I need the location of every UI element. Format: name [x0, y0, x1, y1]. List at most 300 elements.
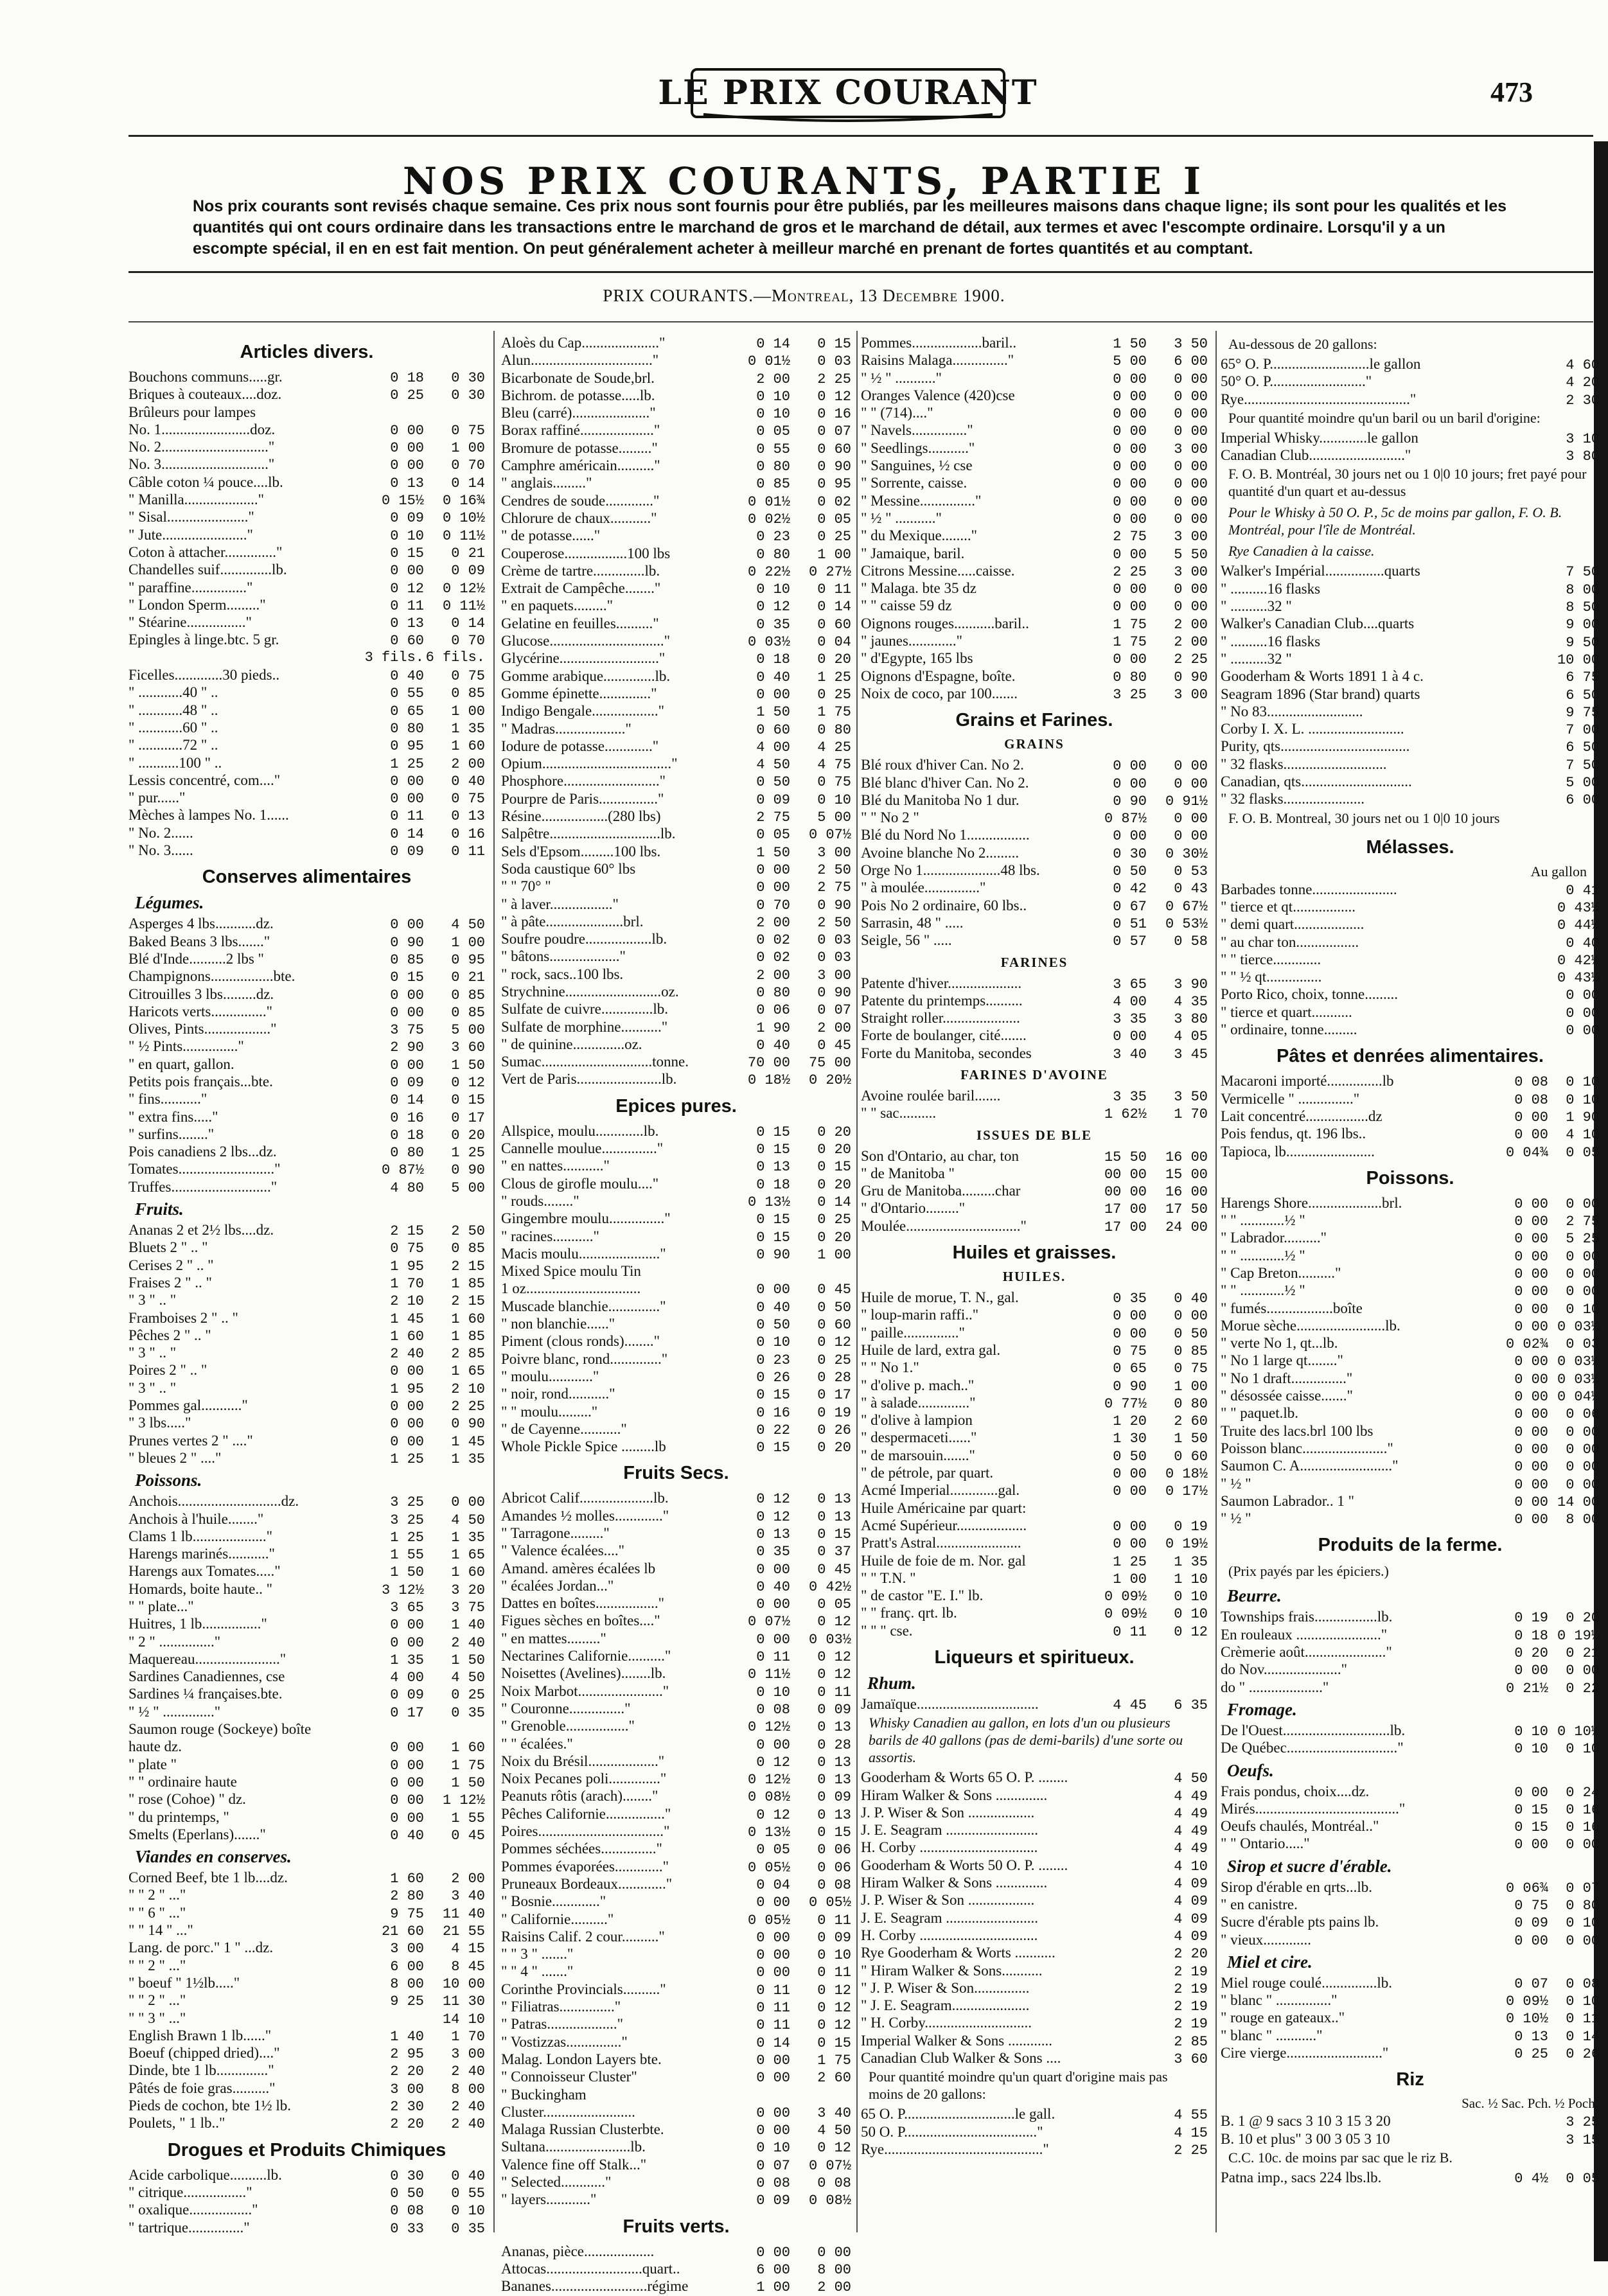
price-low: 1 00 — [1113, 1571, 1147, 1587]
price-row — [1221, 1370, 1600, 1387]
price-low: 0 40 — [756, 1037, 790, 1054]
item-label: Lessis concentré, com...." — [128, 772, 281, 788]
price-high: 0 12 — [817, 1334, 851, 1351]
price-low: 0 00 — [390, 1740, 424, 1756]
price-high: 0 06 — [817, 1842, 851, 1859]
price-row — [128, 1239, 485, 1256]
item-label: Harengs marinés..........." — [128, 1546, 275, 1562]
price-high: 0 80 — [817, 721, 851, 738]
price-high: 3 00 — [1174, 563, 1208, 580]
item-label: " boeuf " 1½lb....." — [128, 1974, 240, 1991]
item-label: " en canistre. — [1221, 1896, 1298, 1912]
price-low: 9 75 — [390, 1905, 424, 1922]
price-row — [861, 545, 1208, 562]
item-label: " Californie.........." — [501, 1911, 614, 1927]
item-label: Soufre poudre..................lb. — [501, 931, 667, 948]
price-row — [501, 966, 851, 983]
price-high: 0 03½ — [1557, 1318, 1600, 1335]
price-low: 0 00 — [1514, 1318, 1548, 1335]
item-label: Allspice, moulu.............lb. — [501, 1122, 659, 1139]
price-low: 0 10 — [756, 2140, 790, 2157]
price-high: 0 11 — [1566, 2011, 1600, 2027]
price-row — [861, 509, 1208, 527]
price-low: 0 03½ — [747, 634, 790, 651]
price-high: 0 20 — [817, 651, 851, 668]
price-high: 0 17½ — [1165, 1483, 1208, 1500]
price-row — [128, 1090, 485, 1108]
price-low: 0 50 — [756, 774, 790, 791]
price-row — [501, 615, 851, 632]
price-high: 0 95 — [817, 476, 851, 493]
price-high: 0 00 — [1174, 423, 1208, 440]
price-row — [501, 1332, 851, 1350]
subsection-heading: Rhum. — [867, 1673, 916, 1693]
price-low: 0 11½ — [747, 1666, 790, 1683]
price-low: 8 00 — [390, 1975, 424, 1992]
price-row — [128, 2062, 485, 2079]
price-low: 0 10 — [756, 388, 790, 405]
price-high: 0 45 — [817, 1282, 851, 1298]
item-label: " Selected............" — [501, 2173, 612, 2190]
item-label: Sulfate de morphine..........." — [501, 1018, 668, 1035]
price-row — [861, 861, 1208, 879]
price-low: 1 25 — [390, 755, 424, 772]
price-high: 1 75 — [817, 2052, 851, 2069]
item-label: " J. E. Seagram..................... — [861, 1997, 1030, 2014]
price-row — [1221, 1913, 1600, 1930]
masthead-rule — [128, 135, 1593, 137]
item-label: " rose (Cohoe) " dz. — [128, 1791, 246, 1808]
item-label: No. 1........................doz. — [128, 421, 276, 437]
price-row — [128, 806, 485, 824]
price-low: 0 00 — [1514, 1476, 1548, 1493]
price-row — [501, 1053, 851, 1070]
price-low: 0 06¾ — [1505, 1880, 1548, 1896]
price-row — [861, 1147, 1208, 1165]
section-heading: Liqueurs et spiritueux. — [934, 1647, 1135, 1668]
price-high: 0 25 — [817, 529, 851, 545]
item-label: " pur......" — [128, 790, 186, 806]
price-row — [128, 1598, 485, 1615]
item-label: Jamaïque................................. — [861, 1696, 1039, 1712]
price-high: 0 03½ — [1557, 1371, 1600, 1388]
price-high: 1 50 — [451, 1057, 485, 1073]
price-high: 0 14 — [817, 599, 851, 615]
price-high: 1 55 — [451, 1810, 485, 1826]
price-row — [501, 1963, 851, 1980]
item-label: Imperial Whisky.............le gallon — [1221, 429, 1418, 446]
price-high: 0 16 — [1566, 1819, 1600, 1836]
item-label: " d'olive p. mach.." — [861, 1377, 975, 1393]
price-high: 0 04½ — [1557, 1389, 1600, 1406]
price-low: 1 40 — [390, 2028, 424, 2045]
price-row — [501, 1753, 851, 1770]
price-row — [128, 2097, 485, 2114]
price-row — [501, 1070, 851, 1088]
price-high: 0 09 — [817, 1701, 851, 1718]
price-high: 0 10 — [1566, 1091, 1600, 1108]
price-row — [501, 1385, 851, 1402]
price-row — [1221, 1300, 1600, 1317]
price-high: 1 25 — [817, 669, 851, 685]
price-row — [128, 1449, 485, 1467]
item-label: Brûleurs pour lampes — [128, 403, 256, 420]
price-row — [501, 1858, 851, 1875]
price-low: 0 09½ — [1104, 1589, 1147, 1605]
item-label: " du printemps, " — [128, 1808, 229, 1825]
price-high: 0 60 — [817, 441, 851, 457]
price-row — [1221, 1608, 1600, 1625]
item-label: Canadian Club.........................." — [1221, 447, 1411, 464]
price-low: 0 15½ — [381, 493, 424, 509]
price-high: 7 50 — [1566, 757, 1600, 773]
dateline-place-date: Montreal, 13 Decembre 1900. — [771, 286, 1005, 305]
item-label: Bichrom. de potasse.....lb. — [501, 387, 655, 403]
item-label: Miel rouge coulé...............lb. — [1221, 1974, 1393, 1991]
item-label: " No 83.......................... — [1221, 703, 1363, 720]
page-title: NOS PRIX COURANTS, PARTIE I — [402, 159, 1205, 203]
item-label: Sardines ¼ françaises.bte. — [128, 1686, 283, 1702]
price-row — [501, 1945, 851, 1963]
price-row — [861, 1979, 1208, 1997]
price-high: 0 75 — [451, 791, 485, 808]
item-label: " rouge en gateaux.." — [1221, 2009, 1345, 2026]
item-label: " No 1 draft..............." — [1221, 1370, 1353, 1386]
price-row — [861, 1874, 1208, 1891]
item-label: " au char ton................. — [1221, 933, 1359, 950]
item-label: Figues sèches en boîtes...." — [501, 1612, 660, 1629]
item-label: " Connoisseur Cluster" — [501, 2069, 637, 2085]
item-label: Forte du Manitoba, secondes — [861, 1045, 1032, 1061]
price-high: 2 50 — [817, 914, 851, 931]
price-row — [501, 369, 851, 387]
price-low: 0 57 — [1113, 933, 1147, 950]
price-high: 0 11 — [817, 1684, 851, 1700]
item-label: Malag. London Layers bte. — [501, 2051, 662, 2067]
item-label: Baked Beans 3 lbs......." — [128, 933, 270, 949]
price-row — [1221, 933, 1600, 951]
price-high: 1 90 — [1566, 1109, 1600, 1126]
price-row — [128, 772, 485, 789]
item-label: Whole Pickle Spice .........lb — [501, 1438, 666, 1455]
price-row — [861, 1944, 1208, 1961]
item-label: Amand. amères écalées lb — [501, 1560, 656, 1576]
price-low: 0 85 — [756, 476, 790, 493]
item-label: " Sanguines, ½ cse — [861, 457, 973, 474]
item-label: Canadian, qts.............................. — [1221, 773, 1412, 790]
item-label: Rye Gooderham & Worts ........... — [861, 1945, 1056, 1961]
price-row — [501, 1928, 851, 1945]
item-label: " No. 2...... — [128, 824, 193, 841]
price-high: 1 75 — [451, 1757, 485, 1774]
price-row — [1221, 1072, 1600, 1090]
item-label: Orge No 1.....................48 lbs. — [861, 862, 1040, 879]
item-label: Cluster......................... — [501, 2103, 635, 2120]
price-low: 0 00 — [1113, 406, 1147, 423]
price-high: 3 50 — [1174, 336, 1208, 352]
price-low: 3 fils. — [364, 649, 424, 666]
price-row — [861, 1695, 1208, 1713]
price-row — [861, 809, 1208, 826]
price-low: 3 25 — [390, 1494, 424, 1511]
price-high: 4 75 — [817, 757, 851, 773]
item-label: " écalées Jordan..." — [501, 1577, 614, 1594]
item-label: Framboises 2 " .. " — [128, 1309, 238, 1326]
price-high: 0 75 — [451, 668, 485, 685]
price-low: 0 50 — [390, 2185, 424, 2202]
price-row — [1221, 391, 1600, 408]
price-high: 0 60 — [817, 1317, 851, 1334]
price-low: 0 05 — [756, 423, 790, 440]
price-high: 0 10 — [817, 1947, 851, 1964]
item-label: Purity, qts................................... — [1221, 738, 1410, 755]
item-label: 50° O. P.........................." — [1221, 373, 1372, 390]
price-row — [501, 2260, 851, 2277]
price-low: 0 08 — [756, 1701, 790, 1718]
item-label: " 32 flasks...................... — [1221, 791, 1365, 808]
item-label: Clous de girofle moulu...." — [501, 1175, 659, 1192]
price-high: 0 13 — [817, 1754, 851, 1771]
price-low: 0 09 — [756, 791, 790, 808]
price-high: 8 00 — [1566, 581, 1600, 598]
price-row — [128, 1178, 485, 1196]
price-low: 0 40 — [756, 1299, 790, 1316]
price-high: 2 25 — [817, 371, 851, 387]
price-row — [501, 948, 851, 965]
price-row — [861, 527, 1208, 544]
item-label: H. Corby ................................ — [861, 1839, 1038, 1856]
item-label: Gomme arabique..............lb. — [501, 667, 671, 684]
price-high: 0 67½ — [1165, 898, 1208, 915]
item-label: " ..........32 " — [1221, 650, 1292, 667]
item-label: Canadian Club Walker & Sons .... — [861, 2050, 1061, 2067]
price-high: 4 20 — [1566, 375, 1600, 391]
price-high: 0 15 — [451, 1092, 485, 1109]
price-high: 14 10 — [442, 2011, 485, 2027]
price-high: 1 45 — [451, 1433, 485, 1450]
price-high: 0 00 — [1174, 758, 1208, 775]
price-high: 0 11 — [817, 1965, 851, 1981]
item-label: Olives, Pints.................." — [128, 1021, 277, 1038]
price-high: 0 14 — [817, 1194, 851, 1210]
price-low: 0 10 — [1514, 1723, 1548, 1740]
item-label: Alun................................." — [501, 352, 659, 369]
item-label: " à salade.............." — [861, 1394, 976, 1411]
price-low: 1 25 — [390, 1529, 424, 1546]
price-low: 0 00 — [1113, 758, 1147, 775]
price-row — [128, 2184, 485, 2201]
price-high: 0 45 — [451, 1827, 485, 1844]
section-heading: Riz — [1396, 2069, 1424, 2090]
item-label: " noir, rond..........." — [501, 1386, 615, 1402]
item-label: " Buckingham — [501, 2086, 587, 2103]
item-label: Crème de tartre..............lb. — [501, 562, 660, 579]
item-label: " paille..............." — [861, 1324, 965, 1341]
price-high: 0 20 — [817, 1229, 851, 1246]
price-row — [128, 1826, 485, 1843]
price-high: 0 22 — [1566, 1680, 1600, 1697]
price-row — [128, 1160, 485, 1178]
price-row — [501, 825, 851, 842]
section-heading: Articles divers. — [240, 342, 374, 362]
subsection-heading: Fromage. — [1227, 1699, 1297, 1719]
price-high: 0 42½ — [1557, 952, 1600, 969]
price-row — [501, 1368, 851, 1385]
item-label: " ½ Pints..............." — [128, 1038, 244, 1055]
price-high: 3 80 — [1566, 448, 1600, 465]
price-row — [501, 702, 851, 720]
price-row — [1221, 1422, 1600, 1440]
item-label: " Labrador.........." — [1221, 1230, 1327, 1246]
price-row — [501, 1298, 851, 1315]
item-label: B. 1 @ 9 sacs 3 10 3 15 3 20 — [1221, 2113, 1391, 2130]
item-label: Chlorure de chaux..........." — [501, 509, 657, 526]
price-low: 1 90 — [756, 1020, 790, 1036]
price-high: 2 25 — [1174, 651, 1208, 668]
price-row — [861, 1552, 1208, 1569]
item-label: " oxalique................." — [128, 2202, 258, 2218]
price-low: 0 33 — [390, 2220, 424, 2237]
price-low: 6 00 — [756, 2261, 790, 2278]
price-row — [501, 1315, 851, 1332]
price-high: 0 00 — [817, 2244, 851, 2261]
price-low: 0 01½ — [747, 493, 790, 510]
section-note: Au-dessous de 20 gallons: — [1228, 336, 1377, 352]
price-low: 0 70 — [756, 897, 790, 914]
price-row — [861, 844, 1208, 861]
price-low: 1 50 — [756, 844, 790, 861]
price-high: 0 16¾ — [442, 493, 485, 509]
price-row — [1221, 1317, 1600, 1334]
item-label: " " T.N. " — [861, 1569, 916, 1586]
price-low: 2 15 — [390, 1223, 424, 1240]
subsection-heading: Oeufs. — [1227, 1760, 1274, 1780]
price-row — [128, 1510, 485, 1528]
price-high: 2 15 — [451, 1293, 485, 1310]
item-label: " Madras..................." — [501, 720, 632, 737]
item-label: Noix Marbot......................." — [501, 1682, 669, 1699]
item-label: " Manilla...................." — [128, 491, 265, 508]
price-low: 21 60 — [381, 1923, 424, 1940]
item-label: Pâtés de foie gras.........." — [128, 2080, 276, 2096]
dateline — [0, 286, 1608, 306]
price-high: 0 00 — [1174, 493, 1208, 510]
item-label: " désossée caisse......." — [1221, 1388, 1353, 1404]
price-row — [501, 737, 851, 755]
price-high: 0 06 — [817, 1859, 851, 1876]
price-low: 0 10 — [390, 527, 424, 544]
price-low: 0 26 — [756, 1369, 790, 1386]
price-high: 1 00 — [451, 440, 485, 457]
item-label: Townships frais.................lb. — [1221, 1609, 1393, 1625]
price-row — [861, 914, 1208, 932]
item-label: Raisins Calif. 2 cour.........." — [501, 1928, 665, 1945]
price-high: 0 09 — [451, 563, 485, 579]
item-label: Sumac..............................tonne. — [501, 1054, 689, 1070]
price-low: 0 50 — [1113, 863, 1147, 880]
price-low: 0 16 — [390, 1109, 424, 1126]
price-high: 3 60 — [1174, 2051, 1208, 2068]
price-high: 0 70 — [451, 457, 485, 474]
subsection-heading: Miel et cire. — [1227, 1952, 1312, 1972]
item-label: Phosphore.........................." — [501, 773, 666, 790]
price-high: 6 75 — [1566, 669, 1600, 686]
price-row — [128, 1685, 485, 1702]
price-row — [501, 562, 851, 579]
price-low: 5 00 — [1113, 353, 1147, 370]
price-high: 0 04 — [817, 634, 851, 651]
item-label: " fumés..................boîte — [1221, 1300, 1363, 1316]
section-heading: Huiles et graisses. — [952, 1242, 1117, 1264]
price-low: 0 09 — [390, 1687, 424, 1704]
price-high: 0 25 — [451, 1687, 485, 1704]
price-column-1 — [128, 334, 485, 2236]
price-high: 4 09 — [1174, 1928, 1208, 1945]
price-low: 0 00 — [756, 861, 790, 878]
price-low: 4 00 — [756, 739, 790, 755]
price-row — [1221, 1457, 1600, 1474]
price-row — [128, 368, 485, 385]
section-note: Whisky Canadien au gallon, en lots d'un ou plusieurs barils de 40 gallons (pas de demi-barils) d'une sorte ou assortis. — [869, 1715, 1183, 1766]
item-label: Corby I. X. L. .......................... — [1221, 721, 1404, 737]
price-high: 4 50 — [451, 917, 485, 933]
price-high: 4 09 — [1174, 1876, 1208, 1893]
price-low: 0 10 — [1514, 1741, 1548, 1758]
price-row — [128, 684, 485, 701]
item-label: " " ............½ " — [1221, 1282, 1305, 1299]
item-label: " ordinaire, tonne......... — [1221, 1021, 1357, 1038]
price-high: 0 13 — [817, 1719, 851, 1736]
item-label: " jaunes............." — [861, 633, 963, 649]
price-high: 0 44½ — [1557, 917, 1600, 934]
item-label: Macaroni importé...............lb — [1221, 1073, 1394, 1090]
price-high: 0 43½ — [1557, 970, 1600, 987]
section-note: C.C. 10c. de moins par sac que le riz B. — [1228, 2149, 1453, 2166]
price-low: 0 00 — [390, 440, 424, 457]
item-label: Glycérine..........................." — [501, 650, 666, 667]
price-row — [861, 1481, 1208, 1499]
item-label: " " 4 " ......." — [501, 1963, 574, 1980]
price-high: 9 75 — [1566, 704, 1600, 721]
price-low: 1 70 — [390, 1275, 424, 1292]
price-low: 0 00 — [756, 1596, 790, 1613]
item-label: " Sorrente, caisse. — [861, 475, 967, 491]
price-high: 1 60 — [451, 738, 485, 755]
price-row — [128, 1361, 485, 1379]
price-low: 0 00 — [1514, 1109, 1548, 1126]
price-high: 0 08½ — [808, 2193, 851, 2209]
item-label: " " (714)...." — [861, 405, 933, 421]
price-row — [1221, 1003, 1600, 1021]
price-high: 0 60 — [817, 616, 851, 633]
price-high: 2 85 — [1174, 2033, 1208, 2050]
price-row — [128, 915, 485, 932]
price-low: 0 17 — [390, 1704, 424, 1721]
price-row — [501, 1280, 851, 1297]
item-label: Strychnine..........................oz. — [501, 983, 679, 1000]
price-row — [501, 1507, 851, 1524]
price-low: 0 00 — [1514, 1354, 1548, 1370]
price-low: 0 08 — [390, 2203, 424, 2220]
item-label: " surfins........" — [128, 1126, 215, 1142]
price-low: 1 95 — [390, 1258, 424, 1275]
price-low: 0 13 — [390, 615, 424, 632]
price-high: 6 35 — [1174, 1697, 1208, 1713]
price-high: 1 35 — [451, 1451, 485, 1467]
price-high: 1 12½ — [442, 1792, 485, 1809]
price-high: 1 50 — [451, 1652, 485, 1668]
item-label: " No. 3...... — [128, 842, 193, 859]
